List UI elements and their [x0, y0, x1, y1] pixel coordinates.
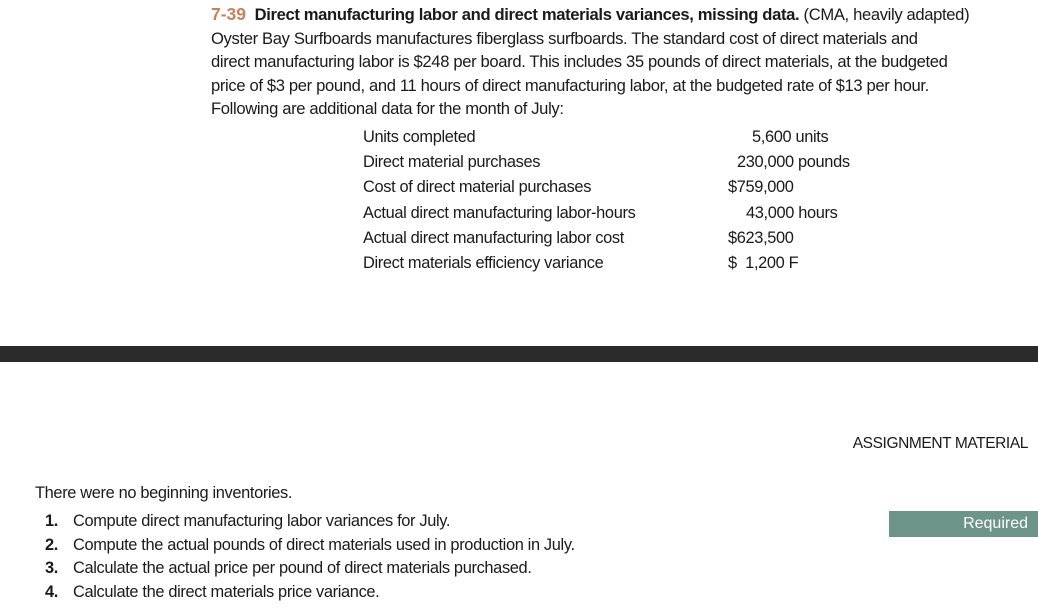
task-text: Compute direct manufacturing labor variances for July.	[73, 512, 451, 530]
problem-line-5: Following are additional data for the month of July:	[211, 99, 564, 119]
data-value: $623,500	[728, 228, 794, 247]
task-text: Compute the actual pounds of direct materials used in production in July.	[73, 535, 575, 554]
data-label: Cost of direct material purchases	[363, 178, 592, 197]
data-value: $759,000	[728, 178, 794, 197]
problem-line-4: price of $3 per pound, and 11 hours of direct manufacturing labor, at the budgeted rate of $13 per hour.	[211, 75, 929, 95]
problem-number: 7-39	[211, 4, 247, 24]
task-item	[45, 559, 575, 583]
task-item	[45, 583, 575, 607]
data-label: Units completed	[363, 128, 476, 146]
data-row	[363, 204, 863, 229]
data-value: $ 1,200 F	[728, 253, 799, 272]
intro-text: There were no beginning inventories.	[35, 484, 293, 502]
data-label: Direct material purchases	[363, 153, 541, 172]
page-divider-bar	[0, 346, 1038, 362]
task-text: Calculate the direct materials price variance.	[73, 582, 380, 601]
data-value: 5,600 units	[752, 128, 829, 146]
problem-statement	[211, 3, 1015, 121]
section-header: ASSIGNMENT MATERIAL	[852, 435, 1028, 452]
data-value: 43,000 hours	[746, 203, 838, 222]
data-value: 230,000 pounds	[737, 153, 850, 172]
data-row	[363, 178, 863, 203]
data-row	[363, 229, 863, 254]
data-row	[363, 128, 863, 153]
task-number: 3.	[45, 559, 58, 578]
data-label: Actual direct manufacturing labor-hours	[363, 203, 636, 222]
problem-title: Direct manufacturing labor and direct materials variances, missing data.	[254, 5, 800, 24]
required-tag: Required	[889, 511, 1038, 537]
data-label: Direct materials efficiency variance	[363, 253, 604, 272]
problem-line-2: Oyster Bay Surfboards manufactures fiberglass surfboards. The standard cost of direct materials and	[211, 28, 918, 48]
task-item	[45, 536, 575, 560]
data-label: Actual direct manufacturing labor cost	[363, 228, 624, 247]
problem-line-1	[211, 3, 1015, 27]
task-number: 2.	[45, 535, 58, 554]
task-number: 4.	[45, 582, 58, 601]
problem-source: (CMA, heavily adapted)	[803, 5, 970, 24]
task-text: Calculate the actual price per pound of direct materials purchased.	[73, 559, 532, 578]
problem-line-3: direct manufacturing labor is $248 per board. This includes 35 pounds of direct materials, at the budgeted	[211, 52, 948, 72]
task-number: 1.	[45, 512, 58, 530]
data-row	[363, 153, 863, 178]
data-row	[363, 254, 863, 279]
data-table	[363, 128, 863, 279]
required-task-list	[45, 512, 575, 606]
task-item	[45, 512, 575, 536]
